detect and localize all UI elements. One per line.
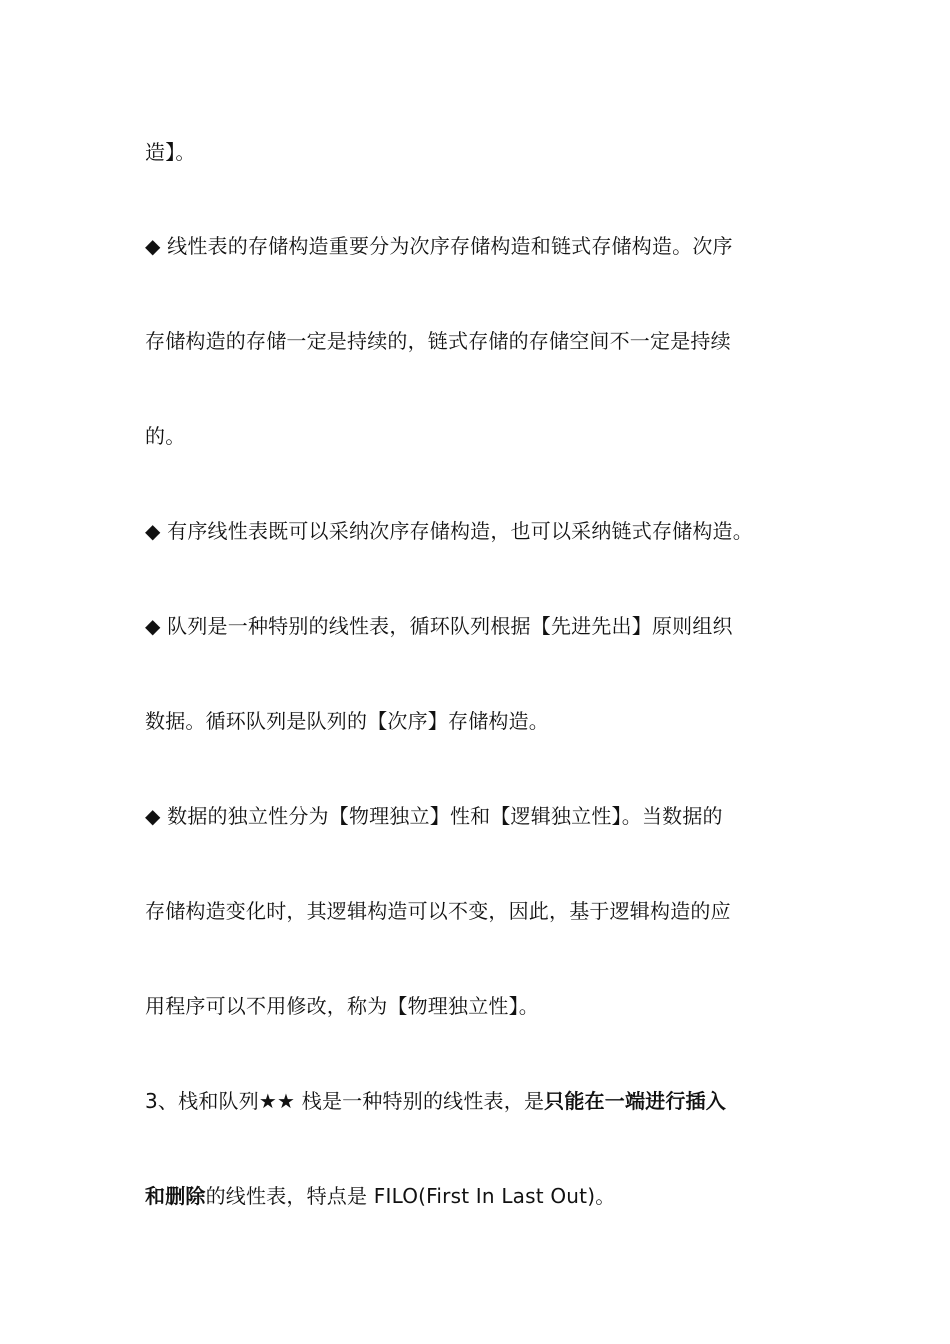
text-line: ◆ 线性表的存储构造重要分为次序存储构造和链式存储构造。次序: [145, 234, 733, 258]
text-line: 存储构造的存储一定是持续的，链式存储的存储空间不一定是持续: [145, 329, 731, 353]
text-line: 用程序可以不用修改，称为【物理独立性】。: [145, 994, 539, 1018]
text-line: ◆ 队列是一种特别的线性表，循环队列根据【先进先出】原则组织: [145, 614, 733, 638]
stack-section-line-2: [145, 1184, 615, 1208]
stack-section-line-1: [145, 1089, 726, 1113]
text-line: 数据。循环队列是队列的【次序】存储构造。: [145, 709, 549, 733]
text-line: ◆ 有序线性表既可以采纳次序存储构造，也可以采纳链式存储构造。: [145, 519, 753, 543]
text-line: 存储构造变化时，其逻辑构造可以不变，因此，基于逻辑构造的应: [145, 899, 731, 923]
stack-filo-text: 的线性表，特点是 FILO(First In Last Out)。: [205, 1184, 616, 1208]
stack-emphasis-text-2: 和删除: [145, 1184, 206, 1208]
text-line: 造】。: [145, 140, 196, 164]
text-line: 的。: [145, 424, 186, 448]
stack-intro-text: 3、栈和队列★★ 栈是一种特别的线性表，是: [145, 1089, 545, 1113]
stack-emphasis-text: 只能在一端进行插入: [544, 1089, 726, 1113]
text-line: ◆ 数据的独立性分为【物理独立】性和【逻辑独立性】。当数据的: [145, 804, 723, 828]
